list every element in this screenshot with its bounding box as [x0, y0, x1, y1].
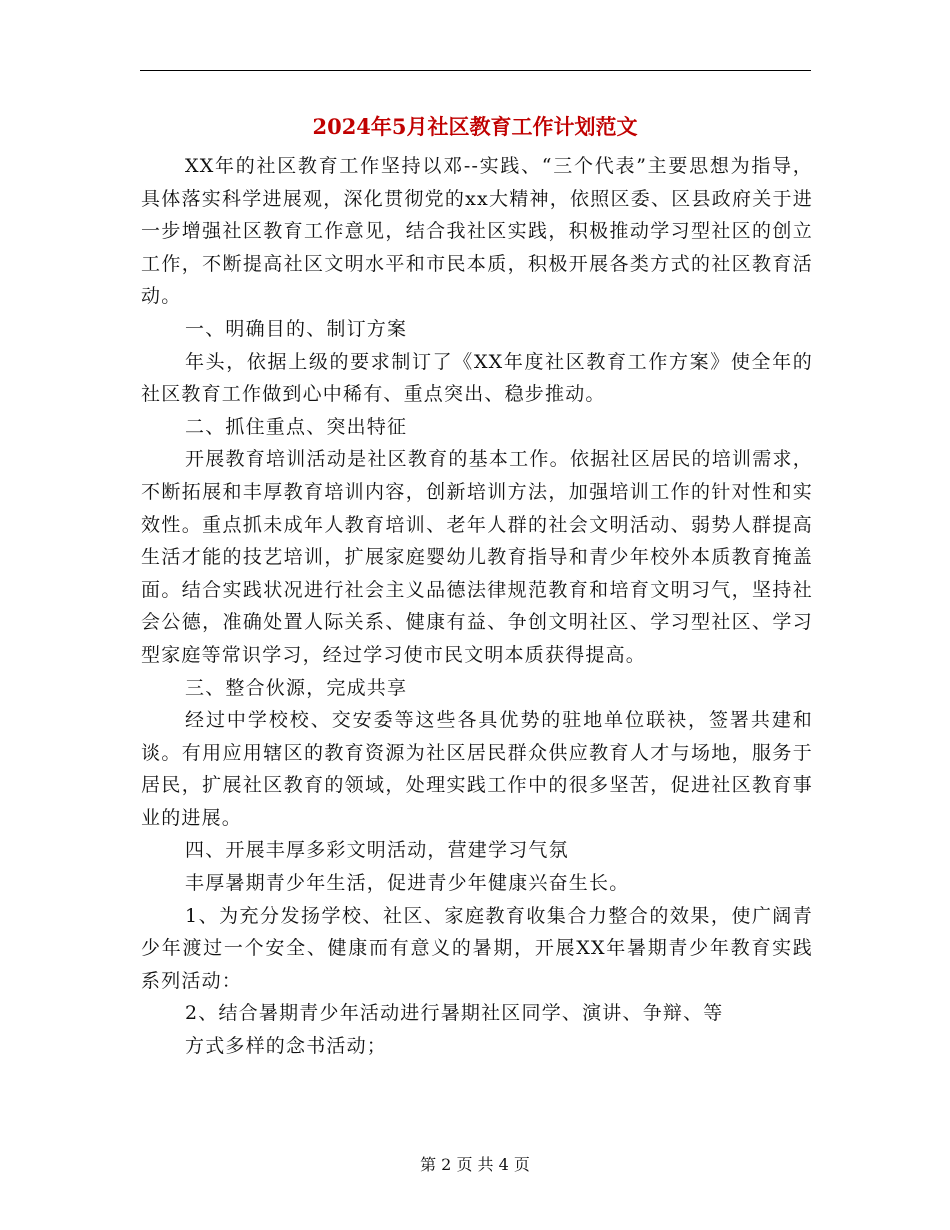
paragraph-section-1: 年头，依据上级的要求制订了《XX年度社区教育工作方案》使全年的社区教育工作做到心中稀有、重点突出、稳步推动。 — [141, 350, 813, 406]
list-item-2-continued: 方式多样的念书活动； — [185, 1035, 388, 1058]
paragraph-intro: XX年的社区教育工作坚持以邓--实践、“三个代表”主要思想为指导，具体落实科学进展观，深化贯彻党的xx大精神，依照区委、区县政府关于进一步增强社区教育工作意见，结合我社区实践，积极推动学习型社区的创立工作，不断提高社区文明水平和市民本质，积极开展各类方式的社区教育活动。 — [141, 155, 813, 308]
header-rule — [140, 70, 811, 71]
paragraph-section-4: 丰厚暑期青少年生活，促进青少年健康兴奋生长。 — [185, 872, 630, 895]
page-number-footer: 第 2 页 共 4 页 — [420, 1155, 530, 1174]
document-body — [141, 150, 813, 1063]
heading-section-1: 一、明确目的、制订方案 — [185, 317, 408, 340]
document-title: 2024年5月社区教育工作计划范文 — [312, 114, 638, 139]
list-item-1: 1、为充分发扬学校、社区、家庭教育收集合力整合的效果，使广阔青少年渡过一个安全、健康而有意义的暑期，开展XX年暑期青少年教育实践系列活动： — [141, 904, 813, 992]
heading-section-4: 四、开展丰厚多彩文明活动，营建学习气氛 — [185, 839, 569, 862]
list-item-2: 2、结合暑期青少年活动进行暑期社区同学、演讲、争辩、等 — [185, 1002, 724, 1025]
paragraph-section-3: 经过中学校校、交安委等这些各具优势的驻地单位联袂，签署共建和谈。有用应用辖区的教育资源为社区居民群众供应教育人才与场地，服务于居民，扩展社区教育的领域，处理实践工作中的很多坚苦，促进社区教育事业的进展。 — [141, 709, 813, 829]
heading-section-3: 三、整合伙源，完成共享 — [185, 676, 408, 699]
paragraph-section-2: 开展教育培训活动是社区教育的基本工作。依据社区居民的培训需求，不断拓展和丰厚教育培训内容，创新培训方法，加强培训工作的针对性和实效性。重点抓未成年人教育培训、老年人群的社会文明活动、弱势人群提高生活才能的技艺培训，扩展家庭婴幼儿教育指导和青少年校外本质教育掩盖面。结合实践状况进行社会主义品德法律规范教育和培育文明习气，坚持社会公德，准确处置人际关系、健康有益、争创文明社区、学习型社区、学习型家庭等常识学习，经过学习使市民文明本质获得提高。 — [141, 448, 813, 666]
heading-section-2: 二、抓住重点、突出特征 — [185, 415, 408, 438]
